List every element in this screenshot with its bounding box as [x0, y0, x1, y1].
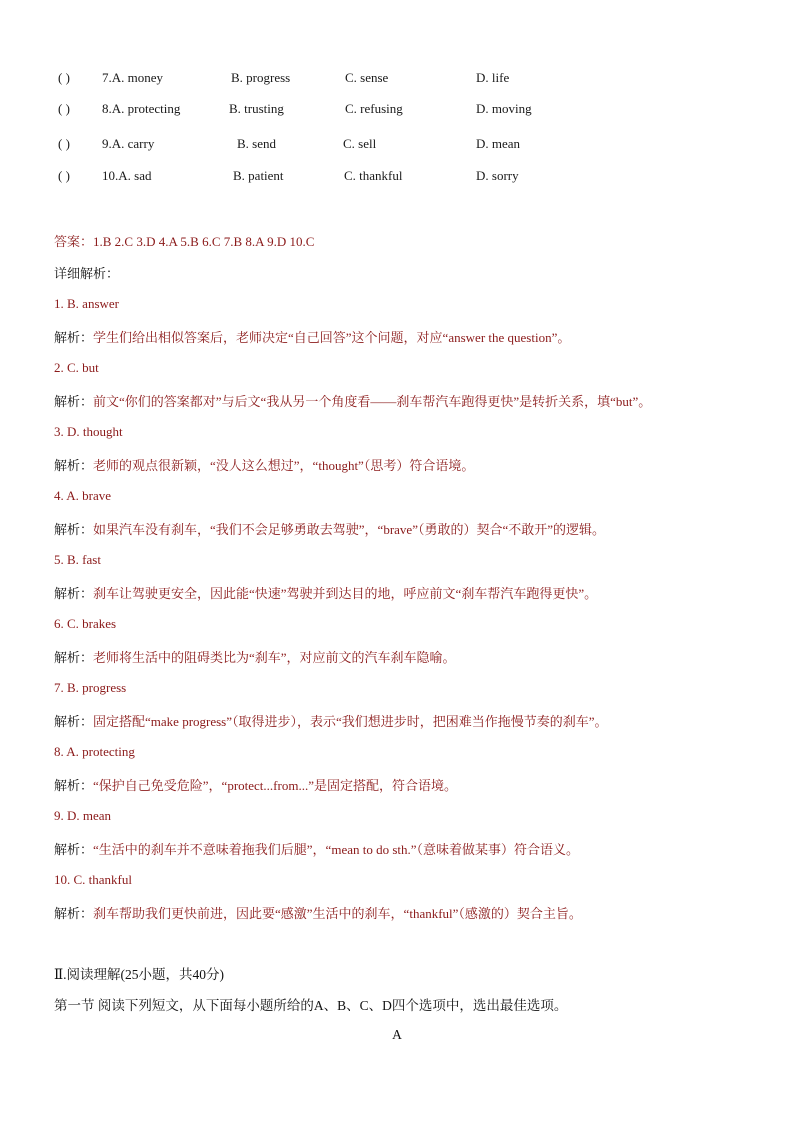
- option-b: B. send: [237, 136, 276, 151]
- explanation-head: 1. B. answer: [54, 296, 119, 311]
- answer-text: 1.B 2.C 3.D 4.A 5.B 6.C 7.B 8.A 9.D 10.C: [93, 234, 315, 249]
- explanation-text: [54, 391, 651, 410]
- analysis-label: 解析：: [54, 778, 94, 793]
- option-a: 9.A. carry: [102, 136, 155, 151]
- explanation-head: 3. D. thought: [54, 424, 123, 439]
- option-c: C. sell: [343, 136, 377, 151]
- answer-label: 答案：: [54, 234, 94, 249]
- answer-blank: ( ): [58, 101, 70, 116]
- explanation-head: 8. A. protecting: [54, 744, 135, 759]
- explanation-text: [54, 647, 456, 666]
- analysis-label: 解析：: [54, 458, 94, 473]
- option-c: C. sense: [345, 70, 389, 85]
- explanation-body: 刹车帮助我们更快前进，因此要“感激”生活中的刹车，“thankful”（感激的）契合主旨。: [93, 906, 582, 921]
- detail-label: 详细解析：: [54, 266, 120, 281]
- option-c: C. refusing: [345, 101, 403, 116]
- explanation-text: [54, 775, 457, 794]
- explanation-head: 7. B. progress: [54, 680, 127, 695]
- answer-key: [54, 231, 314, 250]
- explanation-head: 9. D. mean: [54, 808, 112, 823]
- analysis-label: 解析：: [54, 906, 94, 921]
- analysis-label: 解析：: [54, 714, 94, 729]
- answer-blank: ( ): [58, 168, 70, 183]
- explanation-head: 2. C. but: [54, 360, 99, 375]
- analysis-label: 解析：: [54, 330, 94, 345]
- explanation-body: “生活中的刹车并不意味着拖我们后腿”，“mean to do sth.”（意味着做某事）符合语义。: [93, 842, 580, 857]
- analysis-label: 解析：: [54, 842, 94, 857]
- explanation-text: [54, 455, 474, 474]
- explanation-body: 老师的观点很新颖，“没人这么想过”，“thought”（思考）符合语境。: [93, 458, 475, 473]
- explanation-body: 如果汽车没有刹车，“我们不会足够勇敢去驾驶”，“brave”（勇敢的）契合“不敢开”的逻辑。: [93, 522, 606, 537]
- answer-blank: ( ): [58, 136, 70, 151]
- explanation-body: 前文“你们的答案都对”与后文“我从另一个角度看——刹车帮汽车跑得更快”是转折关系，填“but”。: [93, 394, 652, 409]
- explanation-body: “保护自己免受危险”，“protect...from...”是固定搭配，符合语境。: [93, 778, 457, 793]
- explanation-text: [54, 519, 605, 538]
- explanation-head: 6. C. brakes: [54, 616, 117, 631]
- explanation-head: 10. C. thankful: [54, 872, 132, 887]
- option-b: B. trusting: [229, 101, 284, 116]
- section-title: Ⅱ.阅读理解(25小题，共40分): [54, 967, 225, 982]
- explanation-text: [54, 711, 608, 730]
- analysis-label: 解析：: [54, 522, 94, 537]
- option-d: D. moving: [476, 101, 532, 116]
- passage-letter: A: [392, 1027, 402, 1042]
- explanation-head: 5. B. fast: [54, 552, 101, 567]
- answer-blank: ( ): [58, 70, 70, 85]
- option-b: B. progress: [231, 70, 291, 85]
- option-d: D. mean: [476, 136, 521, 151]
- analysis-label: 解析：: [54, 650, 94, 665]
- option-c: C. thankful: [344, 168, 403, 183]
- option-a: 7.A. money: [102, 70, 164, 85]
- explanation-body: 老师将生活中的阻碍类比为“刹车”，对应前文的汽车刹车隐喻。: [93, 650, 456, 665]
- explanation-body: 刹车让驾驶更安全，因此能“快速”驾驶并到达目的地，呼应前文“刹车帮汽车跑得更快”。: [93, 586, 598, 601]
- explanation-text: [54, 583, 597, 602]
- explanation-body: 固定搭配“make progress”（取得进步），表示“我们想进步时，把困难当作拖慢节奏的刹车”。: [93, 714, 608, 729]
- option-a: 10.A. sad: [102, 168, 152, 183]
- analysis-label: 解析：: [54, 586, 94, 601]
- explanation-text: [54, 327, 570, 346]
- option-d: D. sorry: [476, 168, 519, 183]
- explanation-text: [54, 903, 582, 922]
- option-a: 8.A. protecting: [102, 101, 181, 116]
- option-b: B. patient: [233, 168, 284, 183]
- explanation-body: 学生们给出相似答案后，老师决定“自己回答”这个问题，对应“answer the question”。: [93, 330, 571, 345]
- analysis-label: 解析：: [54, 394, 94, 409]
- explanation-head: 4. A. brave: [54, 488, 112, 503]
- section-instruction: 第一节 阅读下列短文，从下面每小题所给的A、B、C、D四个选项中，选出最佳选项。: [54, 998, 568, 1013]
- option-d: D. life: [476, 70, 510, 85]
- explanation-text: [54, 839, 579, 858]
